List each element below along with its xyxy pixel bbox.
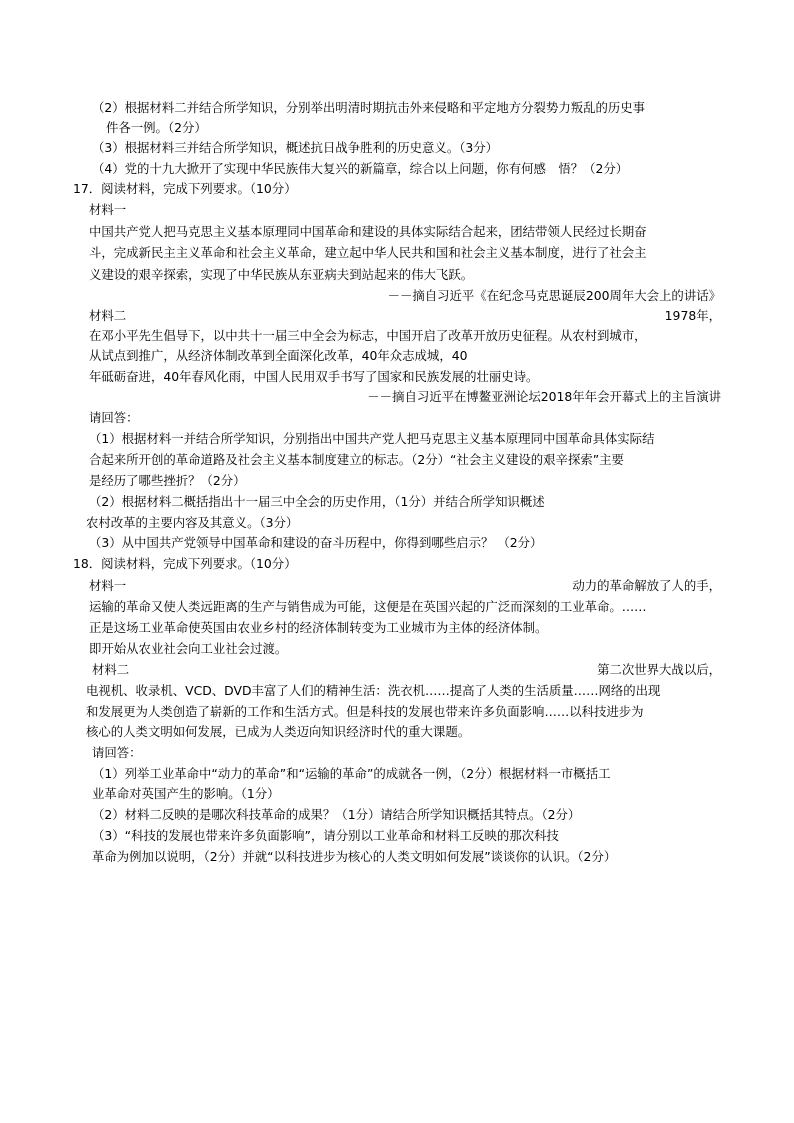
q18-material-2-text: 核心的人类文明如何发展，已成为人类迈向知识经济时代的重大课题。 <box>86 724 471 739</box>
q18-material-1-text: 动力的革命解放了人的手， <box>572 578 721 593</box>
q18-material-2-text: 第二次世界大战以后， <box>597 662 721 677</box>
q17-subquestion-2-cont: 农村改革的主要内容及其意义。（3分） <box>86 515 299 530</box>
q18-material-1-text: 即开始从农业社会向工业社会过渡。 <box>89 641 288 656</box>
q16-subquestion-3: （3）根据材料三并结合所学知识，概述抗日战争胜利的历史意义。（3分） <box>92 140 499 155</box>
q17-subquestion-2: （2）根据材料二概括指出十一届三中全会的历史作用，（1分）并结合所学知识概述 <box>89 494 545 509</box>
q18-material-2-label: 材料二 <box>92 662 130 677</box>
q17-material-2-text: 从试点到推广，从经济体制改革到全面深化改革，40年众志成城，40 <box>89 348 468 363</box>
q17-material-2-text: 在邓小平先生倡导下，以中共十一届三中全会为标志，中国开启了改革开放历史征程。从农村到城市， <box>89 328 647 343</box>
q18-subquestion-2: （2）材料二反映的是哪次科技革命的成果？（1分）请结合所学知识概括其特点。（2分） <box>92 807 581 822</box>
q16-subquestion-2: （2）根据材料二并结合所学知识，分别举出明清时期抗击外来侵略和平定地方分裂势力叛乱的历史事 <box>92 100 646 115</box>
q17-subquestion-1-cont: 是经历了哪些挫折？（2分） <box>89 473 246 488</box>
q17-subquestion-1-cont: 合起来所开创的革命道路及社会主义基本制度建立的标志。（2分）“社会主义建设的艰辛探索”主要 <box>89 452 624 467</box>
q17-material-2-label: 材料二 <box>89 308 127 323</box>
q18-please-answer: 请回答： <box>92 745 142 760</box>
q17-material-2-text: 年砥砺奋进，40年春风化雨，中国人民用双手书写了国家和民族发展的壮丽史诗。 <box>89 369 539 384</box>
q17-material-1-text: 斗，完成新民主主义革命和社会主义革命，建立起中华人民共和国和社会主义基本制度，进行了社会主 <box>89 245 647 260</box>
q18-subquestion-1: （1）列举工业革命中“动力的革命”和“运输的革命”的成就各一例，（2分）根据材料一市概括工 <box>92 766 611 781</box>
q18-subquestion-3-cont: 革命为例加以说明，（2分）并就“以科技进步为核心的人类文明如何发展”谈谈你的认识。（2分） <box>92 849 617 864</box>
q17-material-2-source: －－摘自习近平在博鳌亚洲论坛2018年年会开幕式上的主旨演讲 <box>367 389 721 404</box>
q17-subquestion-3: （3）从中国共产党领导中国革命和建设的奋斗历程中，你得到哪些启示？ （2分） <box>89 535 543 550</box>
q17-material-1-text: 中国共产党人把马克思主义基本原理同中国革命和建设的具体实际结合起来，团结带领人民经过长期奋 <box>89 224 647 239</box>
q18-subquestion-1-cont: 业革命对英国产生的影响。（1分） <box>92 786 280 801</box>
q17-heading: 17．阅读材料，完成下列要求。（10分） <box>73 181 297 196</box>
q16-subquestion-2-cont: 件各一例。（2分） <box>106 120 207 135</box>
q18-heading: 18．阅读材料，完成下列要求。（10分） <box>73 556 297 571</box>
q17-material-1-source: －－摘自习近平《在纪念马克思诞辰200周年大会上的讲话》 <box>387 288 721 303</box>
q18-material-1-label: 材料一 <box>89 578 127 593</box>
q18-material-2-text: 和发展更为人类创造了崭新的工作和生活方式。但是科技的发展也带来许多负面影响……以科技进步为 <box>86 704 644 719</box>
q17-material-2-year: 1978年， <box>664 308 721 323</box>
q17-subquestion-1: （1）根据材料一并结合所学知识，分别指出中国共产党人把马克思主义基本原理同中国革命具体实际结 <box>89 431 655 446</box>
q18-material-1-text: 正是这场工业革命使英国由农业乡村的经济体制转变为工业城市为主体的经济体制。 <box>89 620 548 635</box>
q17-material-1-label: 材料一 <box>89 202 127 217</box>
q18-material-1-text: 运输的革命又使人类远距离的生产与销售成为可能，这便是在英国兴起的广泛而深刻的工业革命。…… <box>89 599 647 614</box>
q17-material-1-text: 义建设的艰辛探索，实现了中华民族从东亚病夫到站起来的伟大飞跃。 <box>89 267 474 282</box>
q18-subquestion-3: （3）“科技的发展也带来许多负面影响”，请分别以工业革命和材料工反映的那次科技 <box>92 828 559 843</box>
q18-material-2-text: 电视机、收录机、VCD、DVD丰富了人们的精神生活：洗衣机……提高了人类的生活质量……网络的出现 <box>86 683 661 698</box>
q17-please-answer: 请回答： <box>89 410 139 425</box>
q16-subquestion-4: （4）党的十九大掀开了实现中华民族伟大复兴的新篇章，综合以上问题，你有何感 悟？（2分） <box>92 161 629 176</box>
